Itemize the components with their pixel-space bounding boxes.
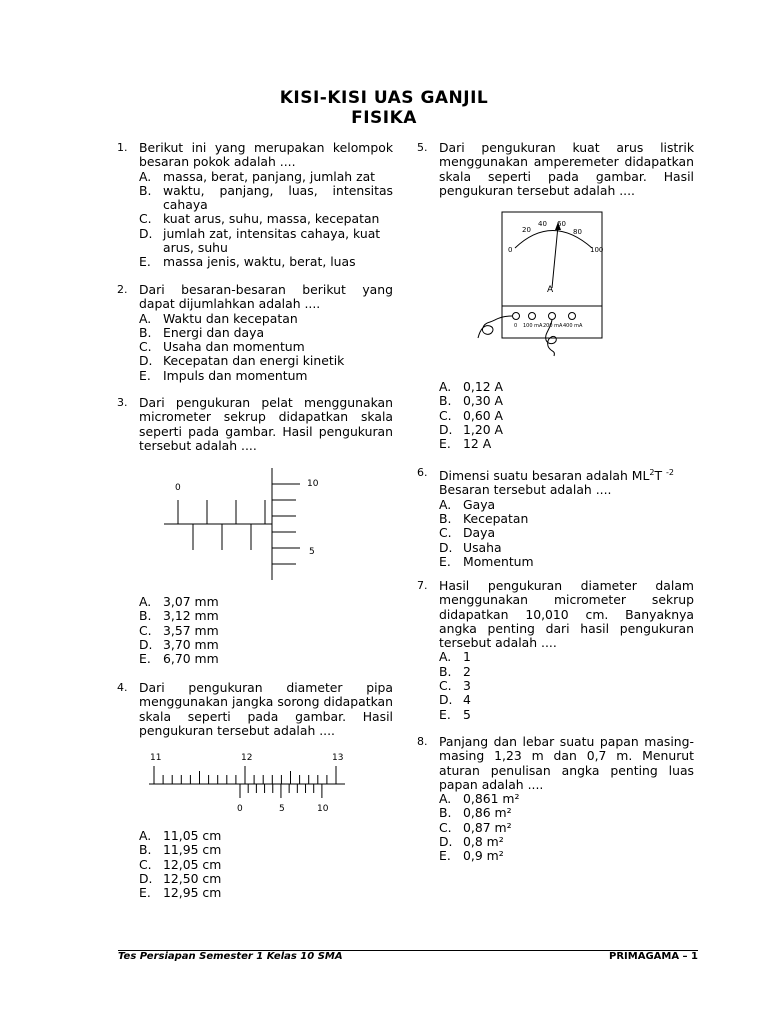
question-4-options xyxy=(117,829,393,900)
question-2 xyxy=(117,283,393,383)
ammeter-terminal-label: 100 mA xyxy=(523,323,543,329)
question-number: 4. xyxy=(117,681,128,694)
option: B. Kecepatan xyxy=(439,511,529,527)
option: D. 3,70 mm xyxy=(139,636,219,652)
ammeter-terminal-label: 0 xyxy=(514,323,518,329)
option: D. 0,8 m² xyxy=(439,834,504,850)
option: A. massa, berat, panjang, jumlah zat xyxy=(139,168,376,184)
ammeter-figure xyxy=(470,208,610,366)
ammeter-scale-label: 80 xyxy=(573,228,582,236)
option: E. massa jenis, waktu, berat, luas xyxy=(139,254,356,270)
question-4 xyxy=(117,681,393,738)
option: E. 12,95 cm xyxy=(139,885,222,901)
question-3-options xyxy=(117,595,393,666)
option: C. 12,05 cm xyxy=(139,856,222,872)
question-stem: Hasil pengukuran diameter dalam menggunakan micrometer sekrup didapatkan 10,010 cm. Banyaknya angka penting dari hasil pengukuran tersebut adalah .... xyxy=(439,578,694,651)
option: C. Usaha dan momentum xyxy=(139,339,305,355)
question-5 xyxy=(417,141,694,198)
question-number: 3. xyxy=(117,396,128,409)
caliper-vernier-scale xyxy=(240,784,322,798)
question-number: 6. xyxy=(417,466,428,479)
option: C. Daya xyxy=(439,525,496,541)
caliper-main-label: 12 xyxy=(241,753,253,763)
caliper-vernier-label: 0 xyxy=(237,804,243,814)
ammeter-scale-label: 60 xyxy=(557,220,566,228)
footer-right: PRIMAGAMA – 1 xyxy=(609,951,698,962)
option: B. 0,86 m² xyxy=(439,805,512,821)
option: E. 6,70 mm xyxy=(139,651,219,667)
option: C. 0,87 m² xyxy=(439,819,512,835)
ammeter-scale-label: 100 xyxy=(590,246,604,254)
option: D. jumlah zat, intensitas cahaya, kuat arus, suhu xyxy=(139,225,381,256)
question-stem: Berikut ini yang merupakan kelompok besaran pokok adalah .... xyxy=(139,140,393,170)
option: A. 0,861 m² xyxy=(439,791,520,807)
question-5-options xyxy=(417,380,694,451)
ammeter-scale-label: 20 xyxy=(522,226,531,234)
question-stem: Dari pengukuran diameter pipa menggunakan jangka sorong didapatkan skala seperti pada gambar. Hasil pengukuran tersebut adalah .... xyxy=(139,680,393,738)
option: E. Impuls dan momentum xyxy=(139,367,308,383)
micrometer-figure xyxy=(160,466,330,582)
option: E. 0,9 m² xyxy=(439,848,504,864)
ammeter-unit-label: A xyxy=(547,285,554,295)
option: C. 0,60 A xyxy=(439,407,504,423)
option: A. 11,05 cm xyxy=(139,828,222,843)
option: B. 3,12 mm xyxy=(139,608,219,624)
option: A. Gaya xyxy=(439,496,496,512)
ammeter-scale-label: 0 xyxy=(508,246,513,254)
page-title: KISI-KISI UAS GANJIL xyxy=(279,88,489,108)
thimble-label-mid: 5 xyxy=(309,547,315,557)
option: B. Energi dan daya xyxy=(139,324,265,340)
question-stem: Dari pengukuran pelat menggunakan micrometer sekrup didapatkan skala seperti pada gambar. Hasil pengukuran tersebut adalah .... xyxy=(139,395,393,453)
ammeter-terminal-label: 200 mA xyxy=(543,323,563,329)
question-number: 5. xyxy=(417,141,428,154)
question-8 xyxy=(417,735,694,864)
question-number: 8. xyxy=(417,735,428,748)
question-6 xyxy=(417,466,694,569)
question-stem: Dari pengukuran kuat arus listrik menggunakan amperemeter didapatkan skala seperti pada gambar. Hasil pengukuran tersebut adalah .... xyxy=(439,140,694,198)
caliper-main-label: 11 xyxy=(150,753,162,763)
option: B. waktu, panjang, luas, intensitas cahaya xyxy=(139,182,393,213)
page-subtitle: FISIKA xyxy=(351,108,417,128)
option: E. Momentum xyxy=(439,553,534,569)
footer-left: Tes Persiapan Semester 1 Kelas 10 SMA xyxy=(118,951,343,962)
option: D. 12,50 cm xyxy=(139,870,222,886)
question-number: 2. xyxy=(117,283,128,296)
option: A. 0,12 A xyxy=(439,379,504,394)
question-stem: Dari besaran-besaran berikut yang dapat dijumlahkan adalah .... xyxy=(139,282,393,312)
question-1 xyxy=(117,141,393,270)
option: C. 3 xyxy=(439,678,471,694)
question-3 xyxy=(117,396,393,453)
caliper-vernier-label: 5 xyxy=(279,804,285,814)
option: B. 2 xyxy=(439,663,471,679)
option: A. Waktu dan kecepatan xyxy=(139,310,298,326)
caliper-main-label: 13 xyxy=(332,753,344,763)
caliper-figure xyxy=(145,748,355,818)
question-stem: Dimensi suatu besaran adalah $ML^2T$ $^{-2}$ Besaran tersebut adalah .... xyxy=(439,468,674,498)
question-stem: Panjang dan lebar suatu papan masing-masing 1,23 m dan 0,7 m. Menurut aturan penulisan angka penting luas papan adalah .... xyxy=(439,734,694,792)
question-7 xyxy=(417,579,694,722)
option: E. 5 xyxy=(439,706,471,722)
caliper-vernier-label: 10 xyxy=(317,804,329,814)
option: A. 3,07 mm xyxy=(139,594,219,609)
option: E. 12 A xyxy=(439,436,492,452)
thimble-label-top: 10 xyxy=(307,479,319,489)
option: D. 4 xyxy=(439,692,471,708)
ammeter-terminal-label: 400 mA xyxy=(563,323,583,329)
option: B. 0,30 A xyxy=(439,393,504,409)
option: C. 3,57 mm xyxy=(139,622,219,638)
option: D. Kecepatan dan energi kinetik xyxy=(139,353,345,369)
option: D. 1,20 A xyxy=(439,421,504,437)
option: B. 11,95 cm xyxy=(139,842,222,858)
option: D. Usaha xyxy=(439,539,502,555)
option: C. kuat arus, suhu, massa, kecepatan xyxy=(139,211,380,227)
question-number: 1. xyxy=(117,141,128,154)
option: A. 1 xyxy=(439,649,471,665)
caliper-main-scale xyxy=(154,766,336,784)
question-number: 7. xyxy=(417,579,428,592)
ammeter-scale-label: 40 xyxy=(538,220,547,228)
micrometer-zero-label: 0 xyxy=(175,483,181,493)
